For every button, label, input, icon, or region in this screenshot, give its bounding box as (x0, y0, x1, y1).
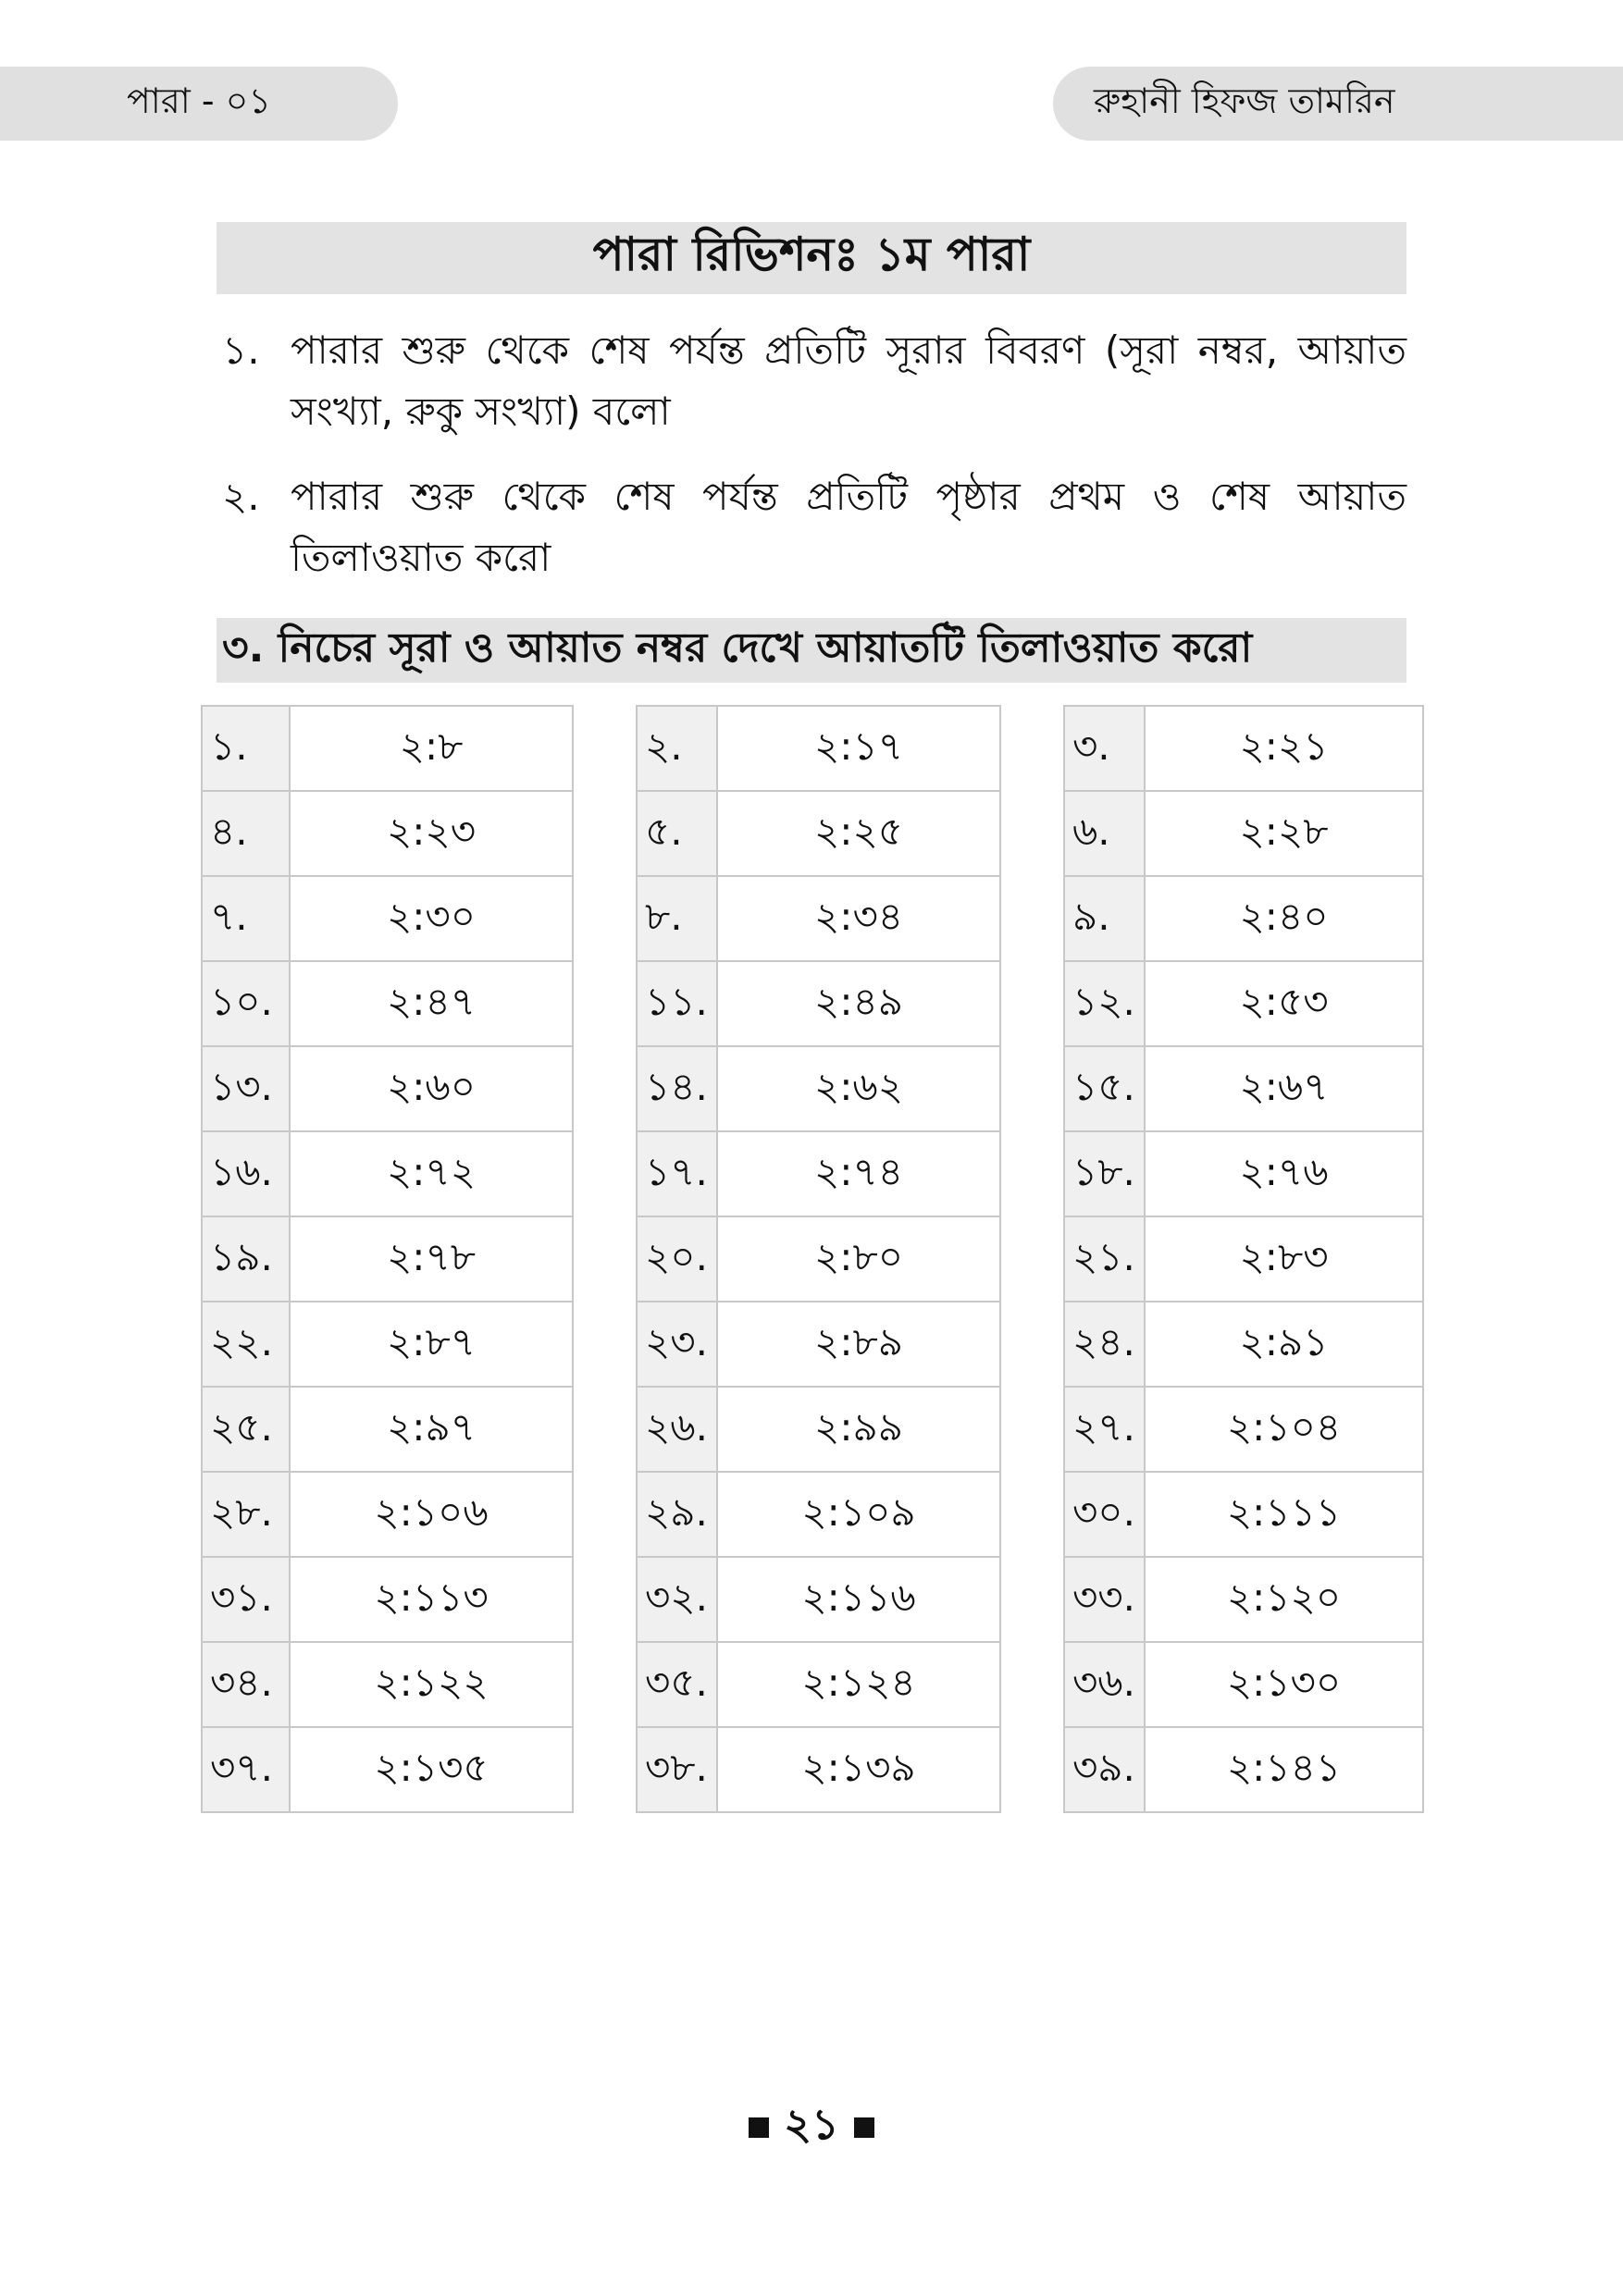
question-number: ১৫. (1064, 1046, 1145, 1131)
surah-ayah-reference: ২:১০৪ (1145, 1387, 1423, 1472)
question-number: ২. (637, 706, 717, 791)
surah-ayah-reference: ২:৩৪ (717, 876, 1000, 961)
surah-ayah-reference: ২:৯৯ (717, 1387, 1000, 1472)
surah-ayah-reference: ২:১০৯ (717, 1472, 1000, 1557)
section-3-heading-text: ৩. নিচের সূরা ও আয়াত নম্বর দেখে আয়াতটি তিলাওয়াত করো (222, 623, 1253, 672)
table-row (1064, 1046, 1423, 1131)
verse-table-2-body (637, 706, 1000, 1812)
table-row (637, 1387, 1000, 1472)
surah-ayah-reference: ২:৮৭ (290, 1302, 573, 1387)
page-title-text: পারা রিভিশনঃ ১ম পারা (592, 227, 1031, 281)
footer-square-left-icon (749, 2117, 769, 2138)
question-number: ১২. (1064, 961, 1145, 1046)
surah-ayah-reference: ২:১৭ (717, 706, 1000, 791)
question-number: ২৬. (637, 1387, 717, 1472)
instruction-1-number: ১. (222, 327, 260, 373)
surah-ayah-reference: ২:৯৭ (290, 1387, 573, 1472)
surah-ayah-reference: ২:৪৯ (717, 961, 1000, 1046)
surah-ayah-reference: ২:২৩ (290, 791, 573, 876)
table-row (202, 1727, 573, 1812)
question-number: ১০. (202, 961, 290, 1046)
question-number: ১৮. (1064, 1131, 1145, 1216)
surah-ayah-reference: ২:১১১ (1145, 1472, 1423, 1557)
page-footer (0, 2092, 1623, 2163)
surah-ayah-reference: ২:৬০ (290, 1046, 573, 1131)
table-row (637, 1727, 1000, 1812)
table-row (637, 876, 1000, 961)
question-number: ১৭. (637, 1131, 717, 1216)
question-number: ৩২. (637, 1557, 717, 1642)
table-row (1064, 961, 1423, 1046)
instruction-1 (222, 320, 1406, 442)
question-number: ২৯. (637, 1472, 717, 1557)
surah-ayah-reference: ২:৮০ (717, 1216, 1000, 1302)
table-row (637, 1046, 1000, 1131)
question-number: ২০. (637, 1216, 717, 1302)
header-book-title (1053, 67, 1623, 141)
table-row (637, 791, 1000, 876)
question-number: ৪. (202, 791, 290, 876)
table-row (637, 1472, 1000, 1557)
table-row (1064, 1131, 1423, 1216)
surah-ayah-reference: ২:৩০ (290, 876, 573, 961)
surah-ayah-reference: ২:৫৩ (1145, 961, 1423, 1046)
question-number: ৬. (1064, 791, 1145, 876)
question-number: ২২. (202, 1302, 290, 1387)
question-number: ৩৩. (1064, 1557, 1145, 1642)
surah-ayah-reference: ২:১১৩ (290, 1557, 573, 1642)
instruction-2 (222, 466, 1406, 588)
header-para-text: পারা - ০১ (127, 80, 271, 121)
footer-square-right-icon (854, 2117, 874, 2138)
question-number: ৩৭. (202, 1727, 290, 1812)
table-row (1064, 1216, 1423, 1302)
verse-table-1 (201, 705, 574, 1813)
table-row (1064, 706, 1423, 791)
table-row (202, 1387, 573, 1472)
surah-ayah-reference: ২:৮৯ (717, 1302, 1000, 1387)
surah-ayah-reference: ২:৭৪ (717, 1131, 1000, 1216)
table-row (637, 1642, 1000, 1727)
question-number: ১১. (637, 961, 717, 1046)
question-number: ৩৪. (202, 1642, 290, 1727)
instruction-2-text: পারার শুরু থেকে শেষ পর্যন্ত প্রতিটি পৃষ্ঠার প্রথম ও শেষ আয়াত তিলাওয়াত করো (291, 474, 1406, 580)
surah-ayah-reference: ২:৬৭ (1145, 1046, 1423, 1131)
question-number: ২৭. (1064, 1387, 1145, 1472)
surah-ayah-reference: ২:৭৮ (290, 1216, 573, 1302)
surah-ayah-reference: ২:৭৬ (1145, 1131, 1423, 1216)
table-row (637, 706, 1000, 791)
table-row (1064, 791, 1423, 876)
table-row (1064, 1642, 1423, 1727)
question-number: ২৫. (202, 1387, 290, 1472)
surah-ayah-reference: ২:৮ (290, 706, 573, 791)
surah-ayah-reference: ২:৮৩ (1145, 1216, 1423, 1302)
table-row (202, 1557, 573, 1642)
question-number: ২৩. (637, 1302, 717, 1387)
header-book-text: রুহানী হিফজ তামরিন (1094, 80, 1395, 121)
surah-ayah-reference: ২:১৩৯ (717, 1727, 1000, 1812)
surah-ayah-reference: ২:৪০ (1145, 876, 1423, 961)
instruction-2-number: ২. (222, 474, 260, 519)
page-title (217, 222, 1406, 294)
surah-ayah-reference: ২:১৪১ (1145, 1727, 1423, 1812)
surah-ayah-reference: ২:২৮ (1145, 791, 1423, 876)
surah-ayah-reference: ২:৬২ (717, 1046, 1000, 1131)
table-row (202, 706, 573, 791)
table-row (637, 1131, 1000, 1216)
question-number: ১৯. (202, 1216, 290, 1302)
table-row (637, 1216, 1000, 1302)
table-row (202, 1472, 573, 1557)
surah-ayah-reference: ২:১০৬ (290, 1472, 573, 1557)
question-number: ৩৬. (1064, 1642, 1145, 1727)
question-number: ৯. (1064, 876, 1145, 961)
table-row (202, 1642, 573, 1727)
table-row (1064, 1727, 1423, 1812)
question-number: ২১. (1064, 1216, 1145, 1302)
surah-ayah-reference: ২:১১৬ (717, 1557, 1000, 1642)
verse-table-3 (1063, 705, 1424, 1813)
question-number: ১৩. (202, 1046, 290, 1131)
table-row (202, 1216, 573, 1302)
surah-ayah-reference: ২:৪৭ (290, 961, 573, 1046)
table-row (202, 1302, 573, 1387)
surah-ayah-reference: ২:১৩০ (1145, 1642, 1423, 1727)
table-row (637, 961, 1000, 1046)
surah-ayah-reference: ২:১২৪ (717, 1642, 1000, 1727)
question-number: ১. (202, 706, 290, 791)
table-row (1064, 1302, 1423, 1387)
question-number: ১৪. (637, 1046, 717, 1131)
verse-table-2 (636, 705, 1001, 1813)
question-number: ২৮. (202, 1472, 290, 1557)
table-row (202, 876, 573, 961)
verse-table-1-body (202, 706, 573, 1812)
table-row (637, 1302, 1000, 1387)
page-number: ২১ (784, 2099, 839, 2149)
surah-ayah-reference: ২:১২০ (1145, 1557, 1423, 1642)
surah-ayah-reference: ২:২১ (1145, 706, 1423, 791)
question-number: ৩. (1064, 706, 1145, 791)
table-row (1064, 876, 1423, 961)
question-number: ৩৯. (1064, 1727, 1145, 1812)
table-row (1064, 1557, 1423, 1642)
section-3-heading (217, 618, 1406, 683)
question-number: ৩৫. (637, 1642, 717, 1727)
surah-ayah-reference: ২:২৫ (717, 791, 1000, 876)
table-row (637, 1557, 1000, 1642)
question-number: ৩১. (202, 1557, 290, 1642)
question-number: ৭. (202, 876, 290, 961)
surah-ayah-reference: ২:৯১ (1145, 1302, 1423, 1387)
question-number: ৫. (637, 791, 717, 876)
instruction-1-text: পারার শুরু থেকে শেষ পর্যন্ত প্রতিটি সূরার বিবরণ (সূরা নম্বর, আয়াত সংখ্যা, রুকু সংখ্যা) বলো (291, 327, 1406, 434)
question-number: ২৪. (1064, 1302, 1145, 1387)
question-number: ৩৮. (637, 1727, 717, 1812)
table-row (202, 791, 573, 876)
question-number: ৩০. (1064, 1472, 1145, 1557)
surah-ayah-reference: ২:৭২ (290, 1131, 573, 1216)
table-row (202, 961, 573, 1046)
table-row (202, 1046, 573, 1131)
surah-ayah-reference: ২:১৩৫ (290, 1727, 573, 1812)
table-row (202, 1131, 573, 1216)
surah-ayah-reference: ২:১২২ (290, 1642, 573, 1727)
question-number: ৮. (637, 876, 717, 961)
header-para-label (0, 67, 398, 141)
table-row (1064, 1387, 1423, 1472)
verse-table-3-body (1064, 706, 1423, 1812)
question-number: ১৬. (202, 1131, 290, 1216)
table-row (1064, 1472, 1423, 1557)
